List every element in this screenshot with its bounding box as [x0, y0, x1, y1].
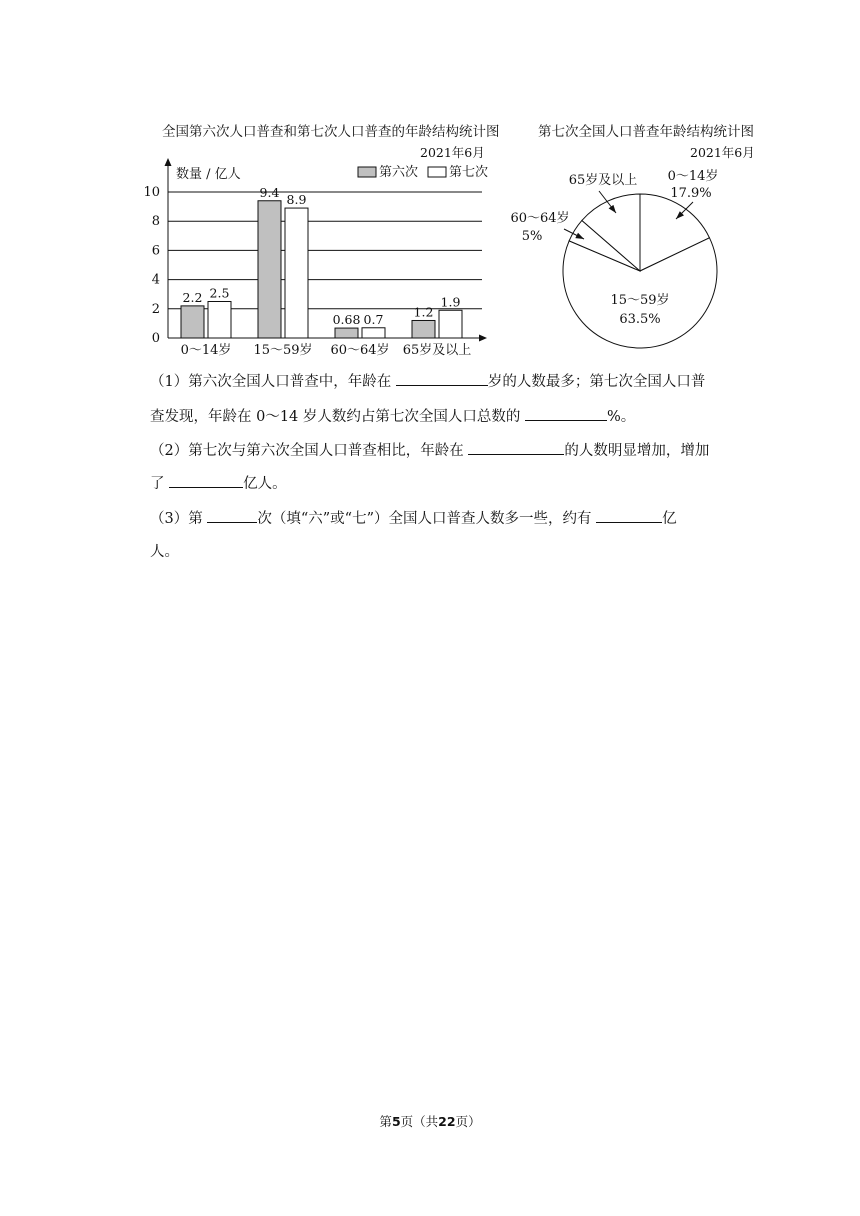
footer-page-number: 5	[391, 1114, 401, 1129]
question-1-line-1	[150, 370, 750, 392]
bar-value-label: 1.2	[413, 304, 434, 320]
footer-mid: 页（共	[400, 1114, 439, 1129]
footer-pre: 第	[379, 1114, 392, 1129]
category-label: 15～59岁	[253, 343, 313, 358]
pie-label-0-14-name: 0～14岁	[667, 169, 719, 184]
answer-blank-1b[interactable]	[525, 405, 607, 421]
pie-chart-date: 2021年6月	[690, 145, 755, 160]
question-3-text-d: 人。	[150, 544, 179, 560]
question-3-text-a: （3）第	[150, 511, 203, 527]
y-tick-label: 10	[143, 185, 160, 200]
y-tick-label: 2	[151, 301, 160, 317]
bar	[362, 328, 385, 338]
x-axis-arrow	[479, 335, 487, 342]
bar-value-label: 2.5	[209, 285, 230, 301]
question-2-text-c: 了	[150, 476, 165, 492]
bar-chart	[140, 150, 500, 365]
y-tick-labels	[143, 185, 160, 346]
question-2-text-d: 亿人。	[243, 476, 287, 492]
page-footer	[0, 1112, 860, 1130]
bar	[181, 306, 204, 338]
footer-post: 页）	[455, 1114, 481, 1129]
category-labels	[181, 342, 472, 358]
bar-chart-date: 2021年6月	[420, 145, 485, 160]
question-1-line-2	[150, 405, 750, 427]
bar-value-label: 8.9	[286, 192, 307, 208]
answer-blank-1a[interactable]	[396, 370, 488, 386]
bar-value-label: 0.7	[363, 311, 384, 327]
question-1-text-b: 岁的人数最多；第七次全国人口普	[487, 374, 706, 390]
pie-label-60-64-pct: 5%	[521, 229, 543, 244]
answer-blank-3a[interactable]	[207, 507, 257, 523]
pie-label-60-64-name: 60～64岁	[510, 211, 570, 226]
y-tick-label: 6	[151, 243, 160, 259]
question-1-text-a: （1）第六次全国人口普查中，年龄在	[150, 374, 392, 390]
y-axis-arrow	[165, 158, 172, 166]
bar-chart-title: 全国第六次人口普查和第七次人口普查的年龄结构统计图	[162, 124, 500, 140]
bar	[258, 201, 281, 338]
bar-value-label: 9.4	[259, 184, 280, 200]
question-1-text-d: %。	[607, 409, 636, 425]
bar	[412, 320, 435, 338]
question-2-line-2	[150, 472, 750, 494]
category-label: 60～64岁	[330, 343, 390, 358]
question-3-text-c: 亿	[662, 511, 677, 527]
bar	[208, 302, 231, 339]
pie-chart	[500, 160, 760, 360]
pie-chart-title: 第七次全国人口普查年龄结构统计图	[538, 124, 754, 140]
y-tick-label: 0	[151, 331, 160, 346]
bar-value-label: 0.68	[332, 312, 361, 328]
legend-swatch-seventh	[428, 167, 446, 177]
question-3-text-b: 次（填“六”或“七”）全国人口普查人数多一些，约有	[257, 511, 592, 527]
question-3-line-2	[150, 542, 750, 562]
answer-blank-3b[interactable]	[596, 507, 662, 523]
pie-label-15-59-name: 15～59岁	[610, 293, 670, 308]
bar	[335, 328, 358, 338]
category-label: 0～14岁	[180, 343, 232, 358]
bar	[439, 310, 462, 338]
y-tick-label: 4	[151, 272, 160, 288]
legend-label-seventh: 第七次	[449, 165, 489, 180]
y-tick-label: 8	[151, 214, 160, 230]
legend-swatch-sixth	[358, 167, 376, 177]
pie-label-15-59-pct: 63.5%	[619, 312, 661, 327]
question-2-line-1	[150, 439, 750, 461]
question-1-text-c: 查发现，年龄在 0～14 岁人数约占第七次全国人口总数的	[150, 409, 521, 425]
bar-value-label: 1.9	[440, 294, 461, 310]
legend	[358, 164, 488, 180]
question-2-text-a: （2）第七次与第六次全国人口普查相比，年龄在	[150, 443, 464, 459]
bar	[285, 208, 308, 338]
bar-value-label: 2.2	[182, 289, 203, 305]
pie-label-65plus-name: 65岁及以上	[568, 173, 638, 188]
answer-blank-2a[interactable]	[468, 439, 564, 455]
question-3-line-1	[150, 507, 750, 529]
category-label: 65岁及以上	[402, 343, 472, 358]
question-2-text-b: 的人数明显增加，增加	[564, 443, 710, 459]
answer-blank-2b[interactable]	[169, 472, 243, 488]
legend-label-sixth: 第六次	[379, 165, 419, 180]
footer-total-pages: 22	[438, 1114, 456, 1129]
pie-label-0-14-pct: 17.9%	[670, 186, 712, 201]
y-axis-label: 数量 / 亿人	[176, 167, 241, 182]
